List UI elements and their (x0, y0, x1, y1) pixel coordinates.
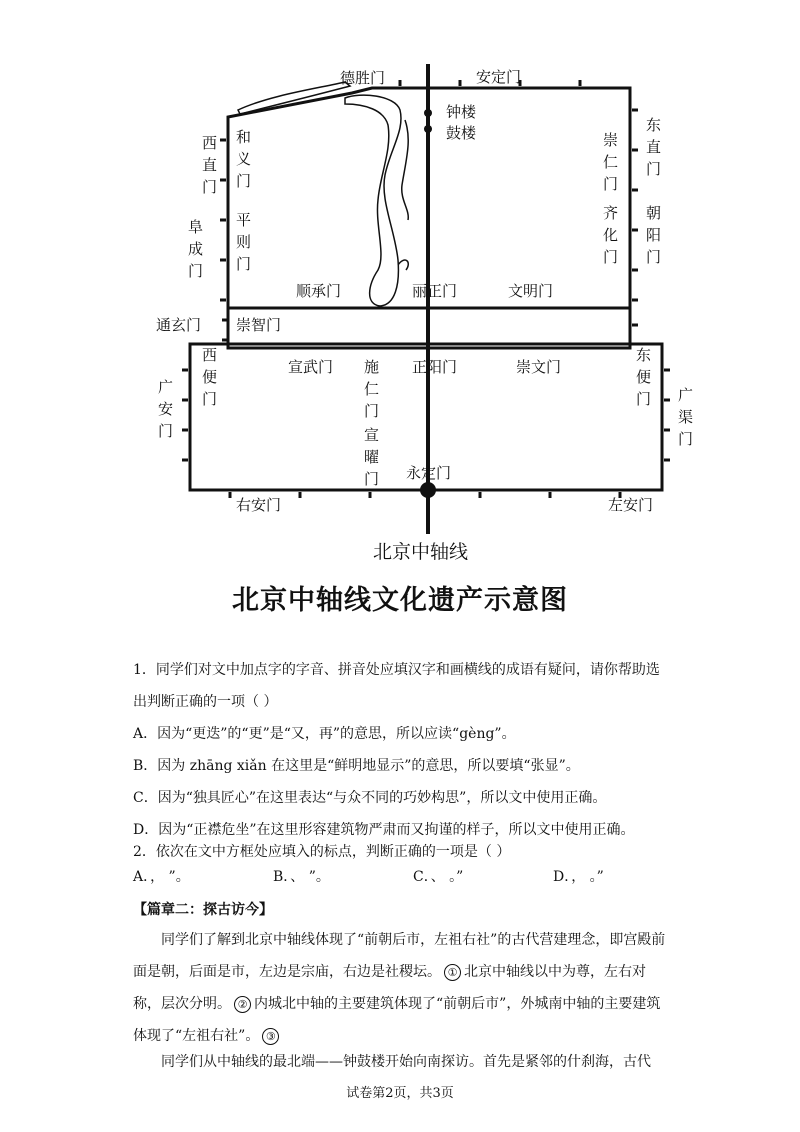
q2-options (133, 866, 693, 886)
shichahai-lakes (238, 82, 408, 306)
q2-option-c: C．、 。” (413, 869, 464, 885)
q2-stem: 2．依次在文中方框处应填入的标点，判断正确的一项是（ ） (133, 844, 511, 860)
gate-shuncheng: 顺承门 (296, 282, 342, 300)
gate-chongren: 崇仁门 (603, 131, 619, 193)
gulou-marker (424, 125, 432, 133)
gate-chongwen: 崇文门 (516, 358, 562, 376)
p1-text-b: 北京中轴线以中为尊，左右对称，层次分明。 (133, 964, 646, 1012)
q2-option-a: A．， ”。 (133, 869, 190, 885)
q1-option-a: A．因为“更迭”的“更”是“又，再”的意思，所以应读“gèng”。 (133, 726, 516, 742)
gate-pingze: 平则门 (236, 211, 252, 273)
gate-xuanwu: 宣武门 (288, 358, 334, 376)
q1-option-c: C．因为“独具匠心”在这里表达“与众不同的巧妙构思”，所以文中使用正确。 (133, 790, 607, 806)
gate-xibian: 西便门 (202, 346, 218, 408)
blank-marker-3: ③ (262, 1028, 279, 1045)
q2-option-b: B．、 ”。 (273, 869, 330, 885)
p1-text-c: 内城北中轴的主要建筑体现了“前朝后市”，外城南中轴的主要建筑体现了“左祖右社”。 (133, 996, 661, 1044)
gate-yongding: 永定门 (406, 464, 452, 482)
gate-heyi: 和义门 (236, 128, 252, 190)
gate-xuanyao: 宣曜门 (364, 426, 380, 488)
gate-fucheng: 阜成门 (188, 218, 204, 280)
gate-guangan: 广安门 (158, 378, 174, 440)
section-heading: 【篇章二：探古访今】 (133, 902, 273, 918)
q1-option-b: B．因为 zhāng xiǎn 在这里是“鲜明地显示”的意思，所以要填“张显”。 (133, 758, 580, 774)
gate-lizheng: 丽正门 (412, 282, 458, 300)
q1-stem-line1: 1．同学们对文中加点字的字音、拼音处应填汉字和画横线的成语有疑问，请你帮助选 (133, 662, 660, 678)
gate-guangqu: 广渠门 (678, 386, 694, 448)
gate-xizhi: 西直门 (202, 134, 218, 196)
gate-chaoyang: 朝阳门 (646, 204, 662, 266)
zhonglou-marker (424, 109, 432, 117)
gate-dongzhi: 东直门 (646, 116, 662, 178)
gate-anding: 安定门 (476, 68, 522, 86)
gate-wenming: 文明门 (508, 282, 554, 300)
section-paragraph-1 (133, 924, 673, 1052)
q2-option-d: D．， 。” (553, 869, 604, 885)
p1-text-a: 同学们了解到北京中轴线体现了“前朝后市，左祖右社”的古代营建理念，即宫殿前面是朝，后面是市，左边是宗庙，右边是社稷坛。 (133, 932, 666, 980)
blank-marker-2: ② (234, 996, 251, 1013)
document-title: 北京中轴线文化遗产示意图 (232, 585, 568, 616)
gate-dongbian: 东便门 (636, 346, 652, 408)
blank-marker-1: ① (444, 964, 461, 981)
q1-stem-line2: 出判断正确的一项（ ） (133, 694, 278, 710)
gate-shiren: 施仁门 (364, 358, 380, 420)
section-paragraph-2: 同学们从中轴线的最北端——钟鼓楼开始向南探访。首先是紧邻的什刹海，古代 (161, 1054, 651, 1070)
gate-chongzhi: 崇智门 (236, 316, 282, 334)
gate-tongxuan: 通玄门 (156, 316, 202, 334)
gate-desheng: 德胜门 (340, 69, 386, 87)
map-caption: 北京中轴线 (373, 541, 469, 563)
yongding-marker (420, 482, 436, 498)
page-footer: 试卷第2页，共3页 (346, 1086, 454, 1101)
gate-gulou: 鼓楼 (446, 124, 477, 142)
gate-zuoan: 左安门 (608, 496, 654, 514)
gate-qihua: 齐化门 (603, 204, 619, 266)
gate-youan: 右安门 (236, 496, 282, 514)
gate-zhonglou: 钟楼 (446, 103, 477, 121)
q1-option-d: D．因为“正襟危坐”在这里形容建筑物严肃而又拘谨的样子，所以文中使用正确。 (133, 822, 635, 838)
gate-zhengyang: 正阳门 (412, 358, 458, 376)
